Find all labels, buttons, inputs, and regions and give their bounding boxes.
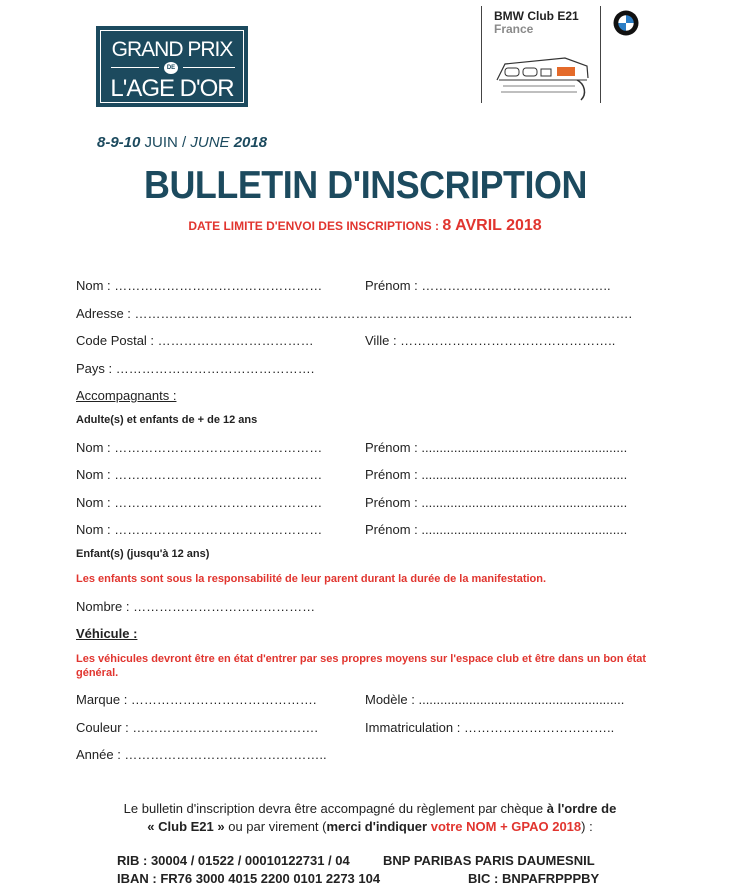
marque-field[interactable]: Marque : ……………………………………. <box>76 692 317 707</box>
payment-note: merci d'indiquer <box>326 819 428 834</box>
club-country: France <box>494 22 534 36</box>
car-front-icon <box>495 50 590 102</box>
payment-line-1 <box>60 800 680 818</box>
logo-rule-left <box>111 67 159 68</box>
rib-number: RIB : 30004 / 01522 / 00010122731 / 04 <box>117 853 350 868</box>
adults-label: Adulte(s) et enfants de + de 12 ans <box>76 414 258 426</box>
page-title: BULLETIN D'INSCRIPTION <box>143 164 587 207</box>
dates-days: 8-9-10 <box>97 134 141 151</box>
code-postal-field[interactable]: Code Postal : ……………………………… <box>76 333 314 348</box>
event-dates <box>97 134 267 151</box>
logo-line-2: DE <box>164 62 178 74</box>
adresse-field[interactable]: Adresse : ……………………………………………………………………………………………………. <box>76 306 633 321</box>
annee-field[interactable]: Année : ……………………………………….. <box>76 747 327 762</box>
logo-line-1: GRAND PRIX <box>111 38 233 61</box>
logo-rule-right <box>183 67 235 68</box>
dates-month-fr: JUIN / <box>144 134 187 151</box>
iban-number: IBAN : FR76 3000 4015 2200 0101 2273 104 <box>117 871 381 886</box>
payment-transfer: ou par virement ( <box>228 819 327 834</box>
companions-heading: Accompagnants : <box>76 388 177 403</box>
companion-nom-field[interactable]: Nom : ………………………………………… <box>76 495 323 510</box>
payment-line-2 <box>60 818 680 836</box>
deadline-label: DATE LIMITE D'ENVOI DES INSCRIPTIONS : <box>188 219 439 233</box>
prenom-field[interactable]: Prénom : …………………………………….. <box>365 278 611 293</box>
nombre-field[interactable]: Nombre : …………………………………… <box>76 599 316 614</box>
children-warning: Les enfants sont sous la responsabilité de leur parent durant la durée de la manifestation. <box>76 573 547 585</box>
pays-field[interactable]: Pays : ………………………………………. <box>76 361 315 376</box>
couleur-field[interactable]: Couleur : ……………………………………. <box>76 720 318 735</box>
dates-month-en: JUNE <box>190 134 230 151</box>
vehicle-warning: Les véhicules devront être en état d'entrer par ses propres moyens sur l'espace club et être dans un bon état général. <box>76 653 647 679</box>
companion-nom-field[interactable]: Nom : ………………………………………… <box>76 522 323 537</box>
companion-prenom-field[interactable]: Prénom : ......................................................... <box>365 495 628 510</box>
companion-prenom-field[interactable]: Prénom : ......................................................... <box>365 467 628 482</box>
bank-name: BNP PARIBAS PARIS DAUMESNIL <box>383 853 595 868</box>
ville-field[interactable]: Ville : ………………………………………….. <box>365 333 616 348</box>
companion-prenom-field[interactable]: Prénom : ......................................................... <box>365 522 628 537</box>
deadline <box>0 217 730 235</box>
modele-field[interactable]: Modèle : ......................................................... <box>365 692 625 707</box>
deadline-date: 8 AVRIL 2018 <box>442 217 542 234</box>
dates-year: 2018 <box>233 134 268 151</box>
payment-order: à l'ordre de <box>546 801 617 816</box>
companion-nom-field[interactable]: Nom : ………………………………………… <box>76 440 323 455</box>
immatriculation-field[interactable]: Immatriculation : …………………………….. <box>365 720 615 735</box>
payment-club: « Club E21 » <box>147 819 225 834</box>
payment-end: ) : <box>581 819 593 834</box>
bmw-logo-icon <box>613 10 639 36</box>
children-label: Enfant(s) (jusqu'à 12 ans) <box>76 548 210 560</box>
payment-text: Le bulletin d'inscription devra être accompagné du règlement par chèque <box>123 801 544 816</box>
bic-code: BIC : BNPAFRPPPBY <box>468 871 600 886</box>
companion-prenom-field[interactable]: Prénom : ......................................................... <box>365 440 628 455</box>
payment-reference: votre NOM + GPAO 2018 <box>430 819 582 834</box>
vehicle-heading: Véhicule : <box>76 626 138 641</box>
club-name: BMW Club E21 <box>494 9 579 23</box>
payment-instructions <box>60 800 680 836</box>
nom-field[interactable]: Nom : ………………………………………… <box>76 278 323 293</box>
logo-line-3: L'AGE D'OR <box>110 75 234 102</box>
companion-nom-field[interactable]: Nom : ………………………………………… <box>76 467 323 482</box>
grand-prix-logo <box>97 27 247 106</box>
